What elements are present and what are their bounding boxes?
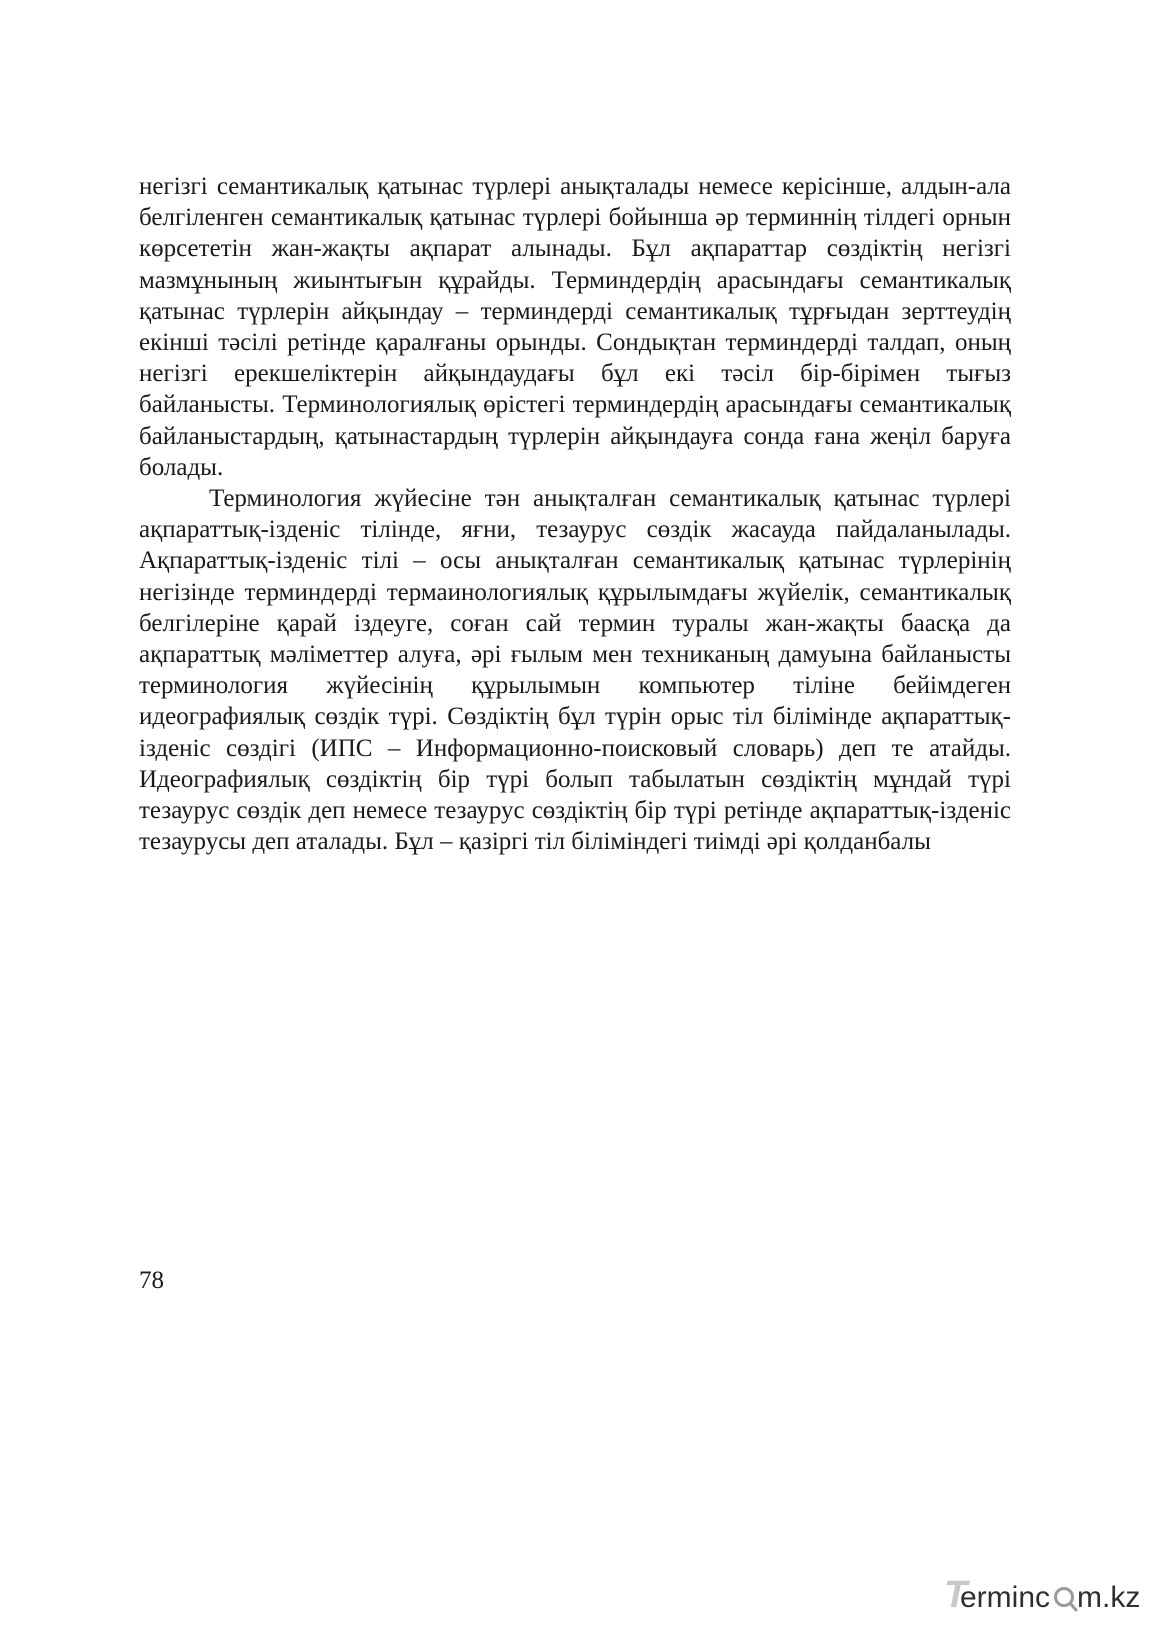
svg-text:T: T xyxy=(944,1574,968,1616)
paragraph-2: Терминология жүйесіне тән анықталған семантикалық қатынас түрлері ақпараттық-ізденіс тілінде, яғни, тезаурус сөздік жасауда пайдаланылады. Ақпараттық-ізденіс тілі – осы анықталған семантикалық қатынас түрлерінің негізінде терминдерді термаинологиялық құрылымдағы жүйелік, семантикалық белгілеріне қарай іздеуге, соған сай термин туралы жан-жақты баасқа да ақпараттық мәліметтер алуға, әрі ғылым мен техниканың дамуына байланысты терминология жүйесінің құрылымын компьютер тіліне бейімдеген идеографиялық сөздік түрі. Сөздіктің бұл түрін орыс тіл білімінде ақпараттық-ізденіс сөздігі (ИПС – Информационно-поисковый словарь) деп те атайды. Идеографиялық сөздіктің бір түрі болып табылатын сөздіктің мұндай түрі тезаурус сөздік деп немесе тезаурус сөздіктің бір түрі ретінде ақпараттық-ізденіс тезаурусы деп аталады. Бұл – қазіргі тіл біліміндегі тиімді әрі қолданбалы xyxy=(139,485,1011,856)
svg-text:erminc: erminc xyxy=(960,1581,1051,1614)
svg-text:m.kz: m.kz xyxy=(1077,1581,1140,1614)
watermark-logo xyxy=(940,1570,1140,1620)
body-text xyxy=(139,171,1011,857)
termincom-logo-icon xyxy=(940,1570,1140,1620)
page-number: 78 xyxy=(139,1267,164,1294)
paragraph-1: негізгі семантикалық қатынас түрлері анықталады немесе керісінше, алдын-ала белгіленген семантикалық қатынас түрлері бойынша әр терминнің тілдегі орнын көрсететін жан-жақты ақпарат алынады. Бұл ақпараттар сөздіктің негізгі мазмұнының жиынтығын құрайды. Терминдердің арасындағы семантикалық қатынас түрлерін айқындау – терминдерді семантикалық тұрғыдан зерттеудің екінші тәсілі ретінде қаралғаны орынды. Сондықтан терминдерді талдап, оның негізгі ерекшеліктерін айқындаудағы бұл екі тәсіл бір-бірімен тығыз байланысты. Терминологиялық өрістегі терминдердің арасындағы семантикалық байланыстардың, қатынастардың түрлерін айқындауға сонда ғана жеңіл баруға болады. xyxy=(139,173,1011,481)
